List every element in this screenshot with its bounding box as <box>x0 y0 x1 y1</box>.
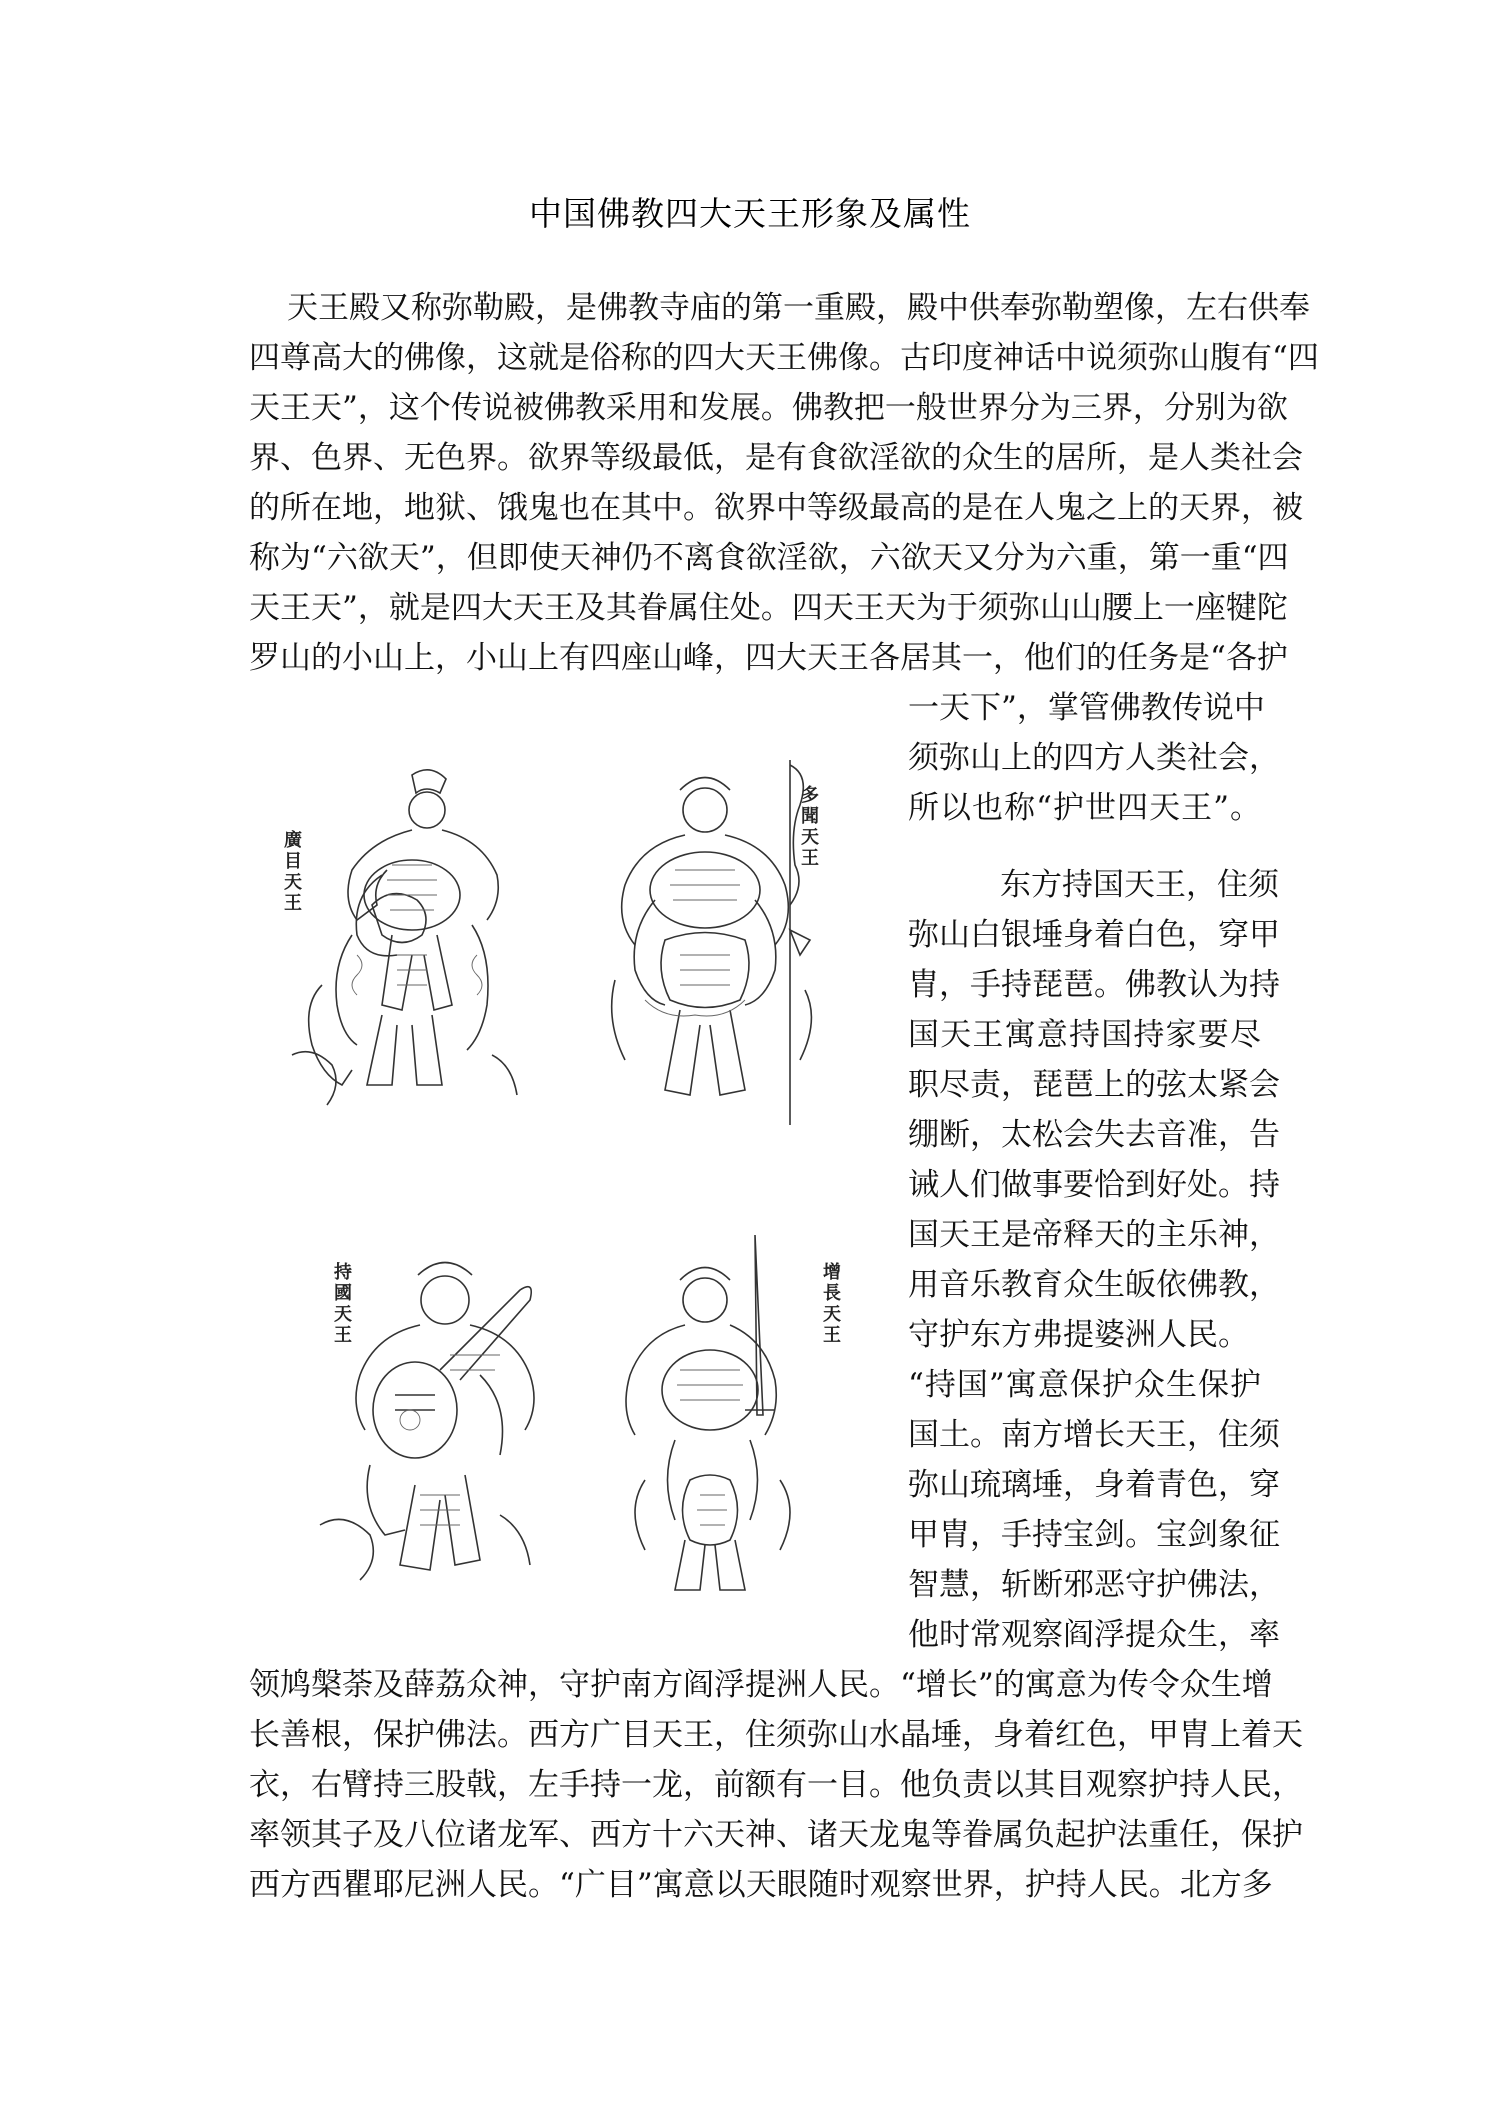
text-line: 所以也称“护世四天王”。 <box>908 790 1261 826</box>
text-line: 国天王寓意持国持家要尽 <box>908 1017 1261 1053</box>
text-line: 天王殿又称弥勒殿，是佛教寺庙的第一重殿，殿中供奉弥勒塑像，左右供奉 <box>287 290 1310 326</box>
text-line: 四尊高大的佛像，这就是俗称的四大天王佛像。古印度神话中说须弥山腹有“四 <box>249 340 1319 376</box>
text-line: 一天下”，掌管佛教传说中 <box>908 690 1265 726</box>
text-line: 界、色界、无色界。欲界等级最低，是有食欲淫欲的众生的居所，是人类社会 <box>249 440 1303 476</box>
text-line: 智慧，斩断邪恶守护佛法， <box>908 1567 1280 1603</box>
text-line: 弥山白银埵身着白色，穿甲 <box>908 917 1280 953</box>
text-line: 东方持国天王，住须 <box>1000 867 1279 903</box>
text-line: 用音乐教育众生皈依佛教， <box>908 1267 1280 1303</box>
text-line: 罗山的小山上，小山上有四座山峰，四大天王各居其一，他们的任务是“各护 <box>249 640 1288 676</box>
caption-guangmu: 廣目天王 <box>284 830 302 914</box>
caption-zengzhang: 增長天王 <box>823 1262 841 1346</box>
caption-chiguo: 持國天王 <box>334 1262 352 1346</box>
caption-duowen: 多聞天王 <box>801 785 819 869</box>
text-line: 绷断，太松会失去音准，告 <box>908 1117 1280 1153</box>
text-line: 守护东方弗提婆洲人民。 <box>908 1317 1249 1353</box>
text-line: 胄，手持琵琶。佛教认为持 <box>908 967 1280 1003</box>
text-line: 他时常观察阎浮提众生，率 <box>908 1617 1280 1653</box>
text-line: 国天王是帝释天的主乐神， <box>908 1217 1280 1253</box>
guangmu-illustration <box>262 755 562 1135</box>
duowen-illustration <box>585 750 870 1130</box>
text-line: 衣，右臂持三股戟，左手持一龙，前额有一目。他负责以其目观察护持人民， <box>249 1767 1303 1803</box>
figure-duowen-tianwang <box>585 750 870 1130</box>
text-line: 职尽责，琵琶上的弦太紧会 <box>908 1067 1280 1103</box>
text-line: 西方西瞿耶尼洲人民。“广目”寓意以天眼随时观察世界，护持人民。北方多 <box>249 1867 1273 1903</box>
text-line: “持国”寓意保护众生保护 <box>908 1367 1261 1403</box>
text-line: 率领其子及八位诸龙军、西方十六天神、诸天龙鬼等眷属负起护法重任，保护 <box>249 1817 1303 1853</box>
text-line: 天王天”，这个传说被佛教采用和发展。佛教把一般世界分为三界，分别为欲 <box>249 390 1288 426</box>
text-line: 诫人们做事要恰到好处。持 <box>908 1167 1280 1203</box>
text-line: 弥山琉璃埵，身着青色，穿 <box>908 1467 1280 1503</box>
text-line: 长善根，保护佛法。西方广目天王，住须弥山水晶埵，身着红色，甲胄上着天 <box>249 1717 1303 1753</box>
text-line: 天王天”，就是四大天王及其眷属住处。四天王天为于须弥山山腰上一座犍陀 <box>249 590 1288 626</box>
text-line: 国土。南方增长天王，住须 <box>908 1417 1280 1453</box>
text-line: 须弥山上的四方人类社会， <box>908 740 1280 776</box>
text-line: 的所在地，地狱、饿鬼也在其中。欲界中等级最高的是在人鬼之上的天界，被 <box>249 490 1303 526</box>
figure-guangmu-tianwang <box>262 755 562 1135</box>
text-line: 领鸠槃荼及薛荔众神，守护南方阎浮提洲人民。“增长”的寓意为传令众生增 <box>249 1667 1273 1703</box>
text-line: 称为“六欲天”，但即使天神仍不离食欲淫欲，六欲天又分为六重，第一重“四 <box>249 540 1289 576</box>
text-line: 甲胄，手持宝剑。宝剑象征 <box>908 1517 1280 1553</box>
page-title: 中国佛教四大天王形象及属性 <box>529 194 971 233</box>
